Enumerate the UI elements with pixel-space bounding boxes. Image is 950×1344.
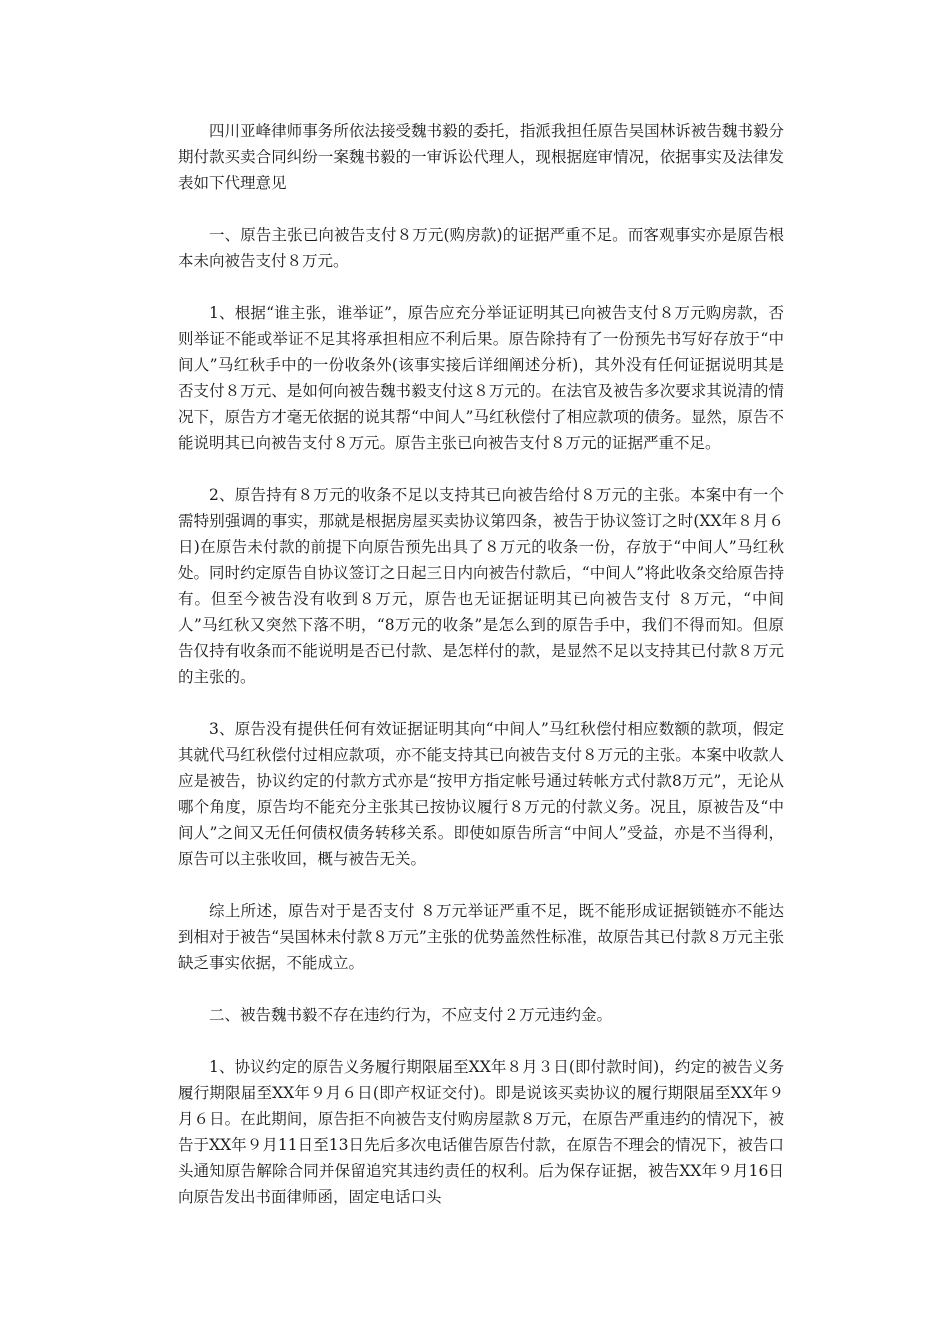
paragraph-spacer — [178, 690, 784, 716]
paragraph-point-1-1: 1、根据“谁主张，谁举证”，原告应充分举证证明其已向被告支付８万元购房款，否则举证不能或举证不足其将承担相应不利后果。原告除持有了一份预先书写好存放于“中间人”马红秋手中的一份收条外(该事实接后详细阐述分析)，其外没有任何证据说明其是否支付８万元、是如何向被告魏书毅支付这８万元的。在法官及被告多次要求其说清的情况下，原告方才毫无依据的说其帮“中间人”马红秋偿付了相应款项的债务。显然，原告不能说明其已向被告支付８万元。原告主张已向被告支付８万元的证据严重不足。 — [178, 304, 784, 452]
paragraph-spacer — [178, 872, 784, 898]
paragraph-point-2-1: 1、协议约定的原告义务履行期限届至XX年８月３日(即付款时间)，约定的被告义务履行期限届至XX年９月６日(即产权证交付)。即是说该买卖协议的履行期限届至XX年９月６日。在此期间，原告拒不向被告支付购房屋款８万元，在原告严重违约的情况下，被告于XX年９月11日至13日先后多次电话催告原告付款，在原告不理会的情况下，被告口头通知原告解除合同并保留追究其违约责任的权利。后为保存证据，被告XX年９月16日向原告发出书面律师函，固定电话口头 — [178, 1058, 784, 1206]
paragraph-spacer — [178, 456, 784, 482]
paragraph-point-1-3: 3、原告没有提供任何有效证据证明其向“中间人”马红秋偿付相应数额的款项，假定其就代马红秋偿付过相应款项，亦不能支持其已向被告支付８万元的主张。本案中收款人应是被告，协议约定的付款方式亦是“按甲方指定帐号通过转帐方式付款8万元”，无论从哪个角度，原告均不能充分主张其已按协议履行８万元的付款义务。况且，原被告及“中间人”之间又无任何债权债务转移关系。即使如原告所言“中间人”受益，亦是不当得利，原告可以主张收回，概与被告无关。 — [178, 720, 784, 868]
paragraph-spacer — [178, 196, 784, 222]
paragraph-summary: 综上所述，原告对于是否支付 ８万元举证严重不足，既不能形成证据锁链亦不能达到相对于被告“吴国林未付款８万元”主张的优势盖然性标准，故原告其已付款８万元主张缺乏事实依据，不能成立。 — [178, 902, 784, 972]
paragraph-spacer — [178, 274, 784, 300]
paragraph-intro: 四川亚峰律师事务所依法接受魏书毅的委托，指派我担任原告吴国林诉被告魏书毅分期付款买卖合同纠纷一案魏书毅的一审诉讼代理人，现根据庭审情况，依据事实及法律发表如下代理意见 — [178, 122, 784, 192]
paragraph-spacer — [178, 976, 784, 1002]
section-heading-1: 一、原告主张已向被告支付８万元(购房款)的证据严重不足。而客观事实亦是原告根本未向被告支付８万元。 — [178, 226, 784, 270]
section-heading-2: 二、被告魏书毅不存在违约行为，不应支付２万元违约金。 — [209, 1006, 613, 1024]
paragraph-point-1-2: 2、原告持有８万元的收条不足以支持其已向被告给付８万元的主张。本案中有一个需特别强调的事实，那就是根据房屋买卖协议第四条，被告于协议签订之时(XX年８月６日)在原告未付款的前提下向原告预先出具了８万元的收条一份，存放于“中间人”马红秋处。同时约定原告自协议签订之日起三日内向被告付款后，“中间人”将此收条交给原告持有。但至今被告没有收到８万元，原告也无证据证明其已向被告支付 ８万元，“中间人”马红秋又突然下落不明，“8万元的收条”是怎么到的原告手中，我们不得而知。但原告仅持有收条而不能说明是否已付款、是怎样付的款，是显然不足以支持其已付款８万元的主张的。 — [178, 486, 784, 686]
document-body — [178, 118, 784, 1210]
paragraph-spacer — [178, 1028, 784, 1054]
